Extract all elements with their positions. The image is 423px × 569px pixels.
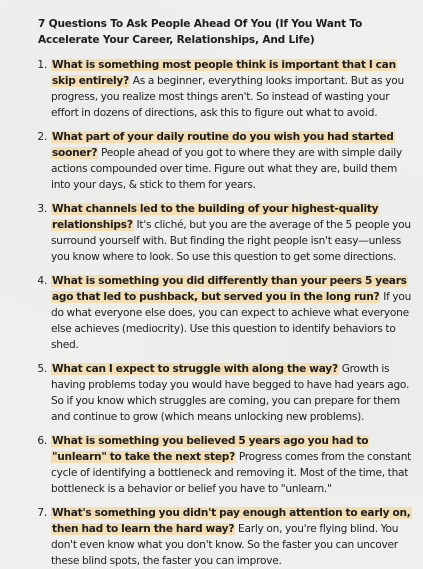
- item-body: [51, 129, 413, 193]
- item-body: [51, 273, 413, 353]
- answer-text: Progress comes from the constant cycle of identifying a bottleneck and removing it. Most of the time, that bottleneck is a behavior or belief you have to "unlearn.": [51, 451, 412, 495]
- highlighted-question: What channels led to the building of your highest-quality relationships?: [52, 203, 379, 231]
- item-body: [51, 433, 413, 497]
- item-number: 3.: [37, 203, 47, 215]
- highlighted-question: What is something most people think is important that I can skip entirely?: [52, 59, 396, 87]
- list-item: [23, 361, 413, 425]
- highlighted-question: What's something you didn't pay enough attention to early on, then had to learn the hard way?: [52, 507, 411, 535]
- list-item: [23, 201, 413, 265]
- item-body: [51, 361, 413, 425]
- document-title: 7 Questions To Ask People Ahead Of You (If You Want To Accelerate Your Career, Relationships, And Life): [38, 18, 363, 46]
- item-number: 2.: [37, 131, 47, 143]
- highlighted-question: What is something you believed 5 years ago you had to "unlearn" to take the next step?: [52, 435, 369, 463]
- highlighted-question: What is something you did differently than your peers 5 years ago that led to pushback, but served you in the long run?: [52, 275, 407, 303]
- item-number: 6.: [37, 435, 47, 447]
- answer-text: As a beginner, everything looks important. But as you progress, you realize most things aren't. So instead of wasting your effort in dozens of directions, ask this to figure out what to avoid.: [51, 75, 404, 119]
- item-number: 1.: [37, 59, 47, 71]
- answer-text: People ahead of you got to where they are with simple daily actions compounded over time. Figure out what they are, build them into your days, & stick to them for years.: [51, 147, 402, 191]
- list-item: [23, 433, 413, 497]
- answer-text: It's cliché, but you are the average of the 5 people you surround yourself with. But finding the right people isn't easy—unless you know where to look. So use this question to get some directions.: [51, 219, 411, 263]
- item-body: [51, 201, 413, 265]
- list-item: [23, 505, 413, 569]
- list-item: [23, 129, 413, 193]
- highlighted-question: What can I expect to struggle with along the way?: [52, 363, 338, 375]
- list-item: [23, 273, 413, 353]
- answer-text: Growth is having problems today you would have begged to have had years ago. So if you know which struggles are coming, you can prepare for them and continue to grow (which means unlocking new problems).: [51, 363, 410, 423]
- answer-text: Early on, you're flying blind. You don't even know what you don't know. So the faster you can uncover these blind spots, the faster you can improve.: [51, 523, 399, 567]
- item-number: 4.: [37, 275, 47, 287]
- item-number: 5.: [37, 363, 47, 375]
- item-number: 7.: [37, 507, 47, 519]
- list-item: [23, 57, 413, 121]
- item-body: [51, 505, 413, 569]
- item-body: [51, 57, 413, 121]
- answer-text: If you do what everyone else does, you can expect to achieve what everyone else achieves (mediocrity). Use this question to identify behaviors to shed.: [51, 291, 412, 351]
- highlighted-question: What part of your daily routine do you wish you had started sooner?: [52, 131, 394, 159]
- questions-list: [23, 57, 413, 569]
